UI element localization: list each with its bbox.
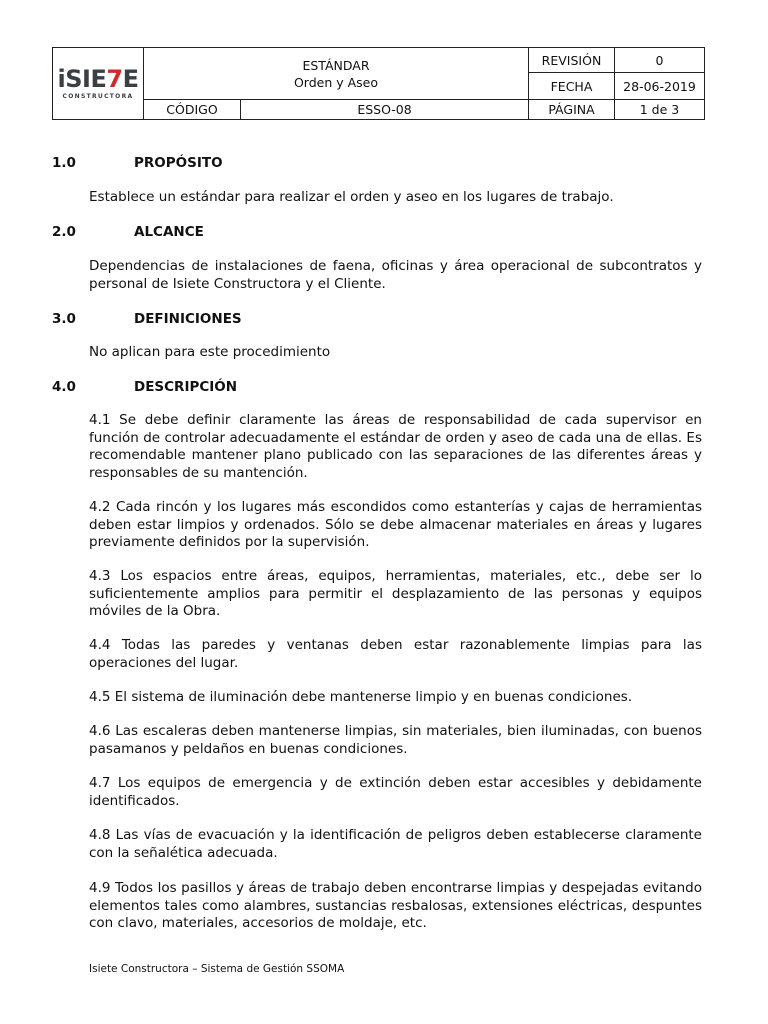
revision-value: 0 [615, 48, 705, 73]
section-heading-definitions: 3.0 DEFINICIONES [52, 311, 242, 327]
date-value: 28-06-2019 [615, 73, 705, 100]
definitions-text: No aplican para este procedimiento [89, 344, 331, 360]
revision-label: REVISIÓN [529, 48, 615, 73]
page-label: PÁGINA [529, 100, 615, 120]
document-header-table [52, 47, 705, 120]
document-title: Orden y Aseo [293, 74, 379, 90]
date-label: FECHA [529, 73, 615, 100]
page-value: 1 de 3 [615, 100, 705, 120]
description-item-4-2: 4.2 Cada rincón y los lugares más escondidos como estanterías y cajas de herramientas deben estar limpios y ordenados. Sólo se debe almacenar materiales en áreas y lugares previamente definidos por la supervisión. [89, 499, 702, 550]
description-item-4-4: 4.4 Todas las paredes y ventanas deben estar razonablemente limpias para las operaciones del lugar. [89, 637, 702, 671]
description-item-4-3: 4.3 Los espacios entre áreas, equipos, herramientas, materiales, etc., debe ser lo suficientemente amplios para permitir el desplazamiento de las personas y equipos móviles de la Obra. [89, 568, 702, 619]
description-item-4-9: 4.9 Todos los pasillos y áreas de trabajo deben encontrarse limpias y despejadas evitando elementos tales como alambres, sustancias resbalosas, extensiones eléctricas, despuntes con clavo, materiales, accesorios de moldaje, etc. [89, 880, 702, 931]
section-heading-purpose: 1.0 PROPÓSITO [52, 155, 223, 171]
page-footer: Isiete Constructora – Sistema de Gestión SSOMA [89, 963, 345, 975]
company-logo: iSIE7E CONSTRUCTORA [57, 65, 139, 100]
purpose-text: Establece un estándar para realizar el orden y aseo en los lugares de trabajo. [89, 189, 614, 205]
section-heading-scope: 2.0 ALCANCE [52, 224, 204, 240]
description-item-4-1: 4.1 Se debe definir claramente las áreas de responsabilidad de cada supervisor en función de controlar adecuadamente el estándar de orden y aseo de cada una de ellas. Es recomendable mantener plano publicado con las separaciones de las diferentes áreas y responsables de su mantención. [89, 412, 702, 481]
description-item-4-6: 4.6 Las escaleras deben mantenerse limpias, sin materiales, bien iluminadas, con buenos pasamanos y peldaños en buenas condiciones. [89, 723, 702, 757]
document-title-cell [144, 48, 529, 100]
description-item-4-5: 4.5 El sistema de iluminación debe mantenerse limpio y en buenas condiciones. [89, 689, 633, 705]
scope-text: Dependencias de instalaciones de faena, oficinas y área operacional de subcontratos y personal de Isiete Constructora y el Cliente. [89, 258, 702, 292]
description-item-4-8: 4.8 Las vías de evacuación y la identificación de peligros deben establecerse claramente con la señalética adecuada. [89, 827, 702, 861]
section-heading-description: 4.0 DESCRIPCIÓN [52, 379, 238, 395]
code-value: ESSO-08 [241, 100, 529, 120]
code-label: CÓDIGO [144, 100, 241, 120]
company-logo-cell [53, 48, 144, 120]
description-item-4-7: 4.7 Los equipos de emergencia y de extinción deben estar accesibles y debidamente identificados. [89, 775, 702, 809]
document-type: ESTÁNDAR [302, 57, 370, 73]
